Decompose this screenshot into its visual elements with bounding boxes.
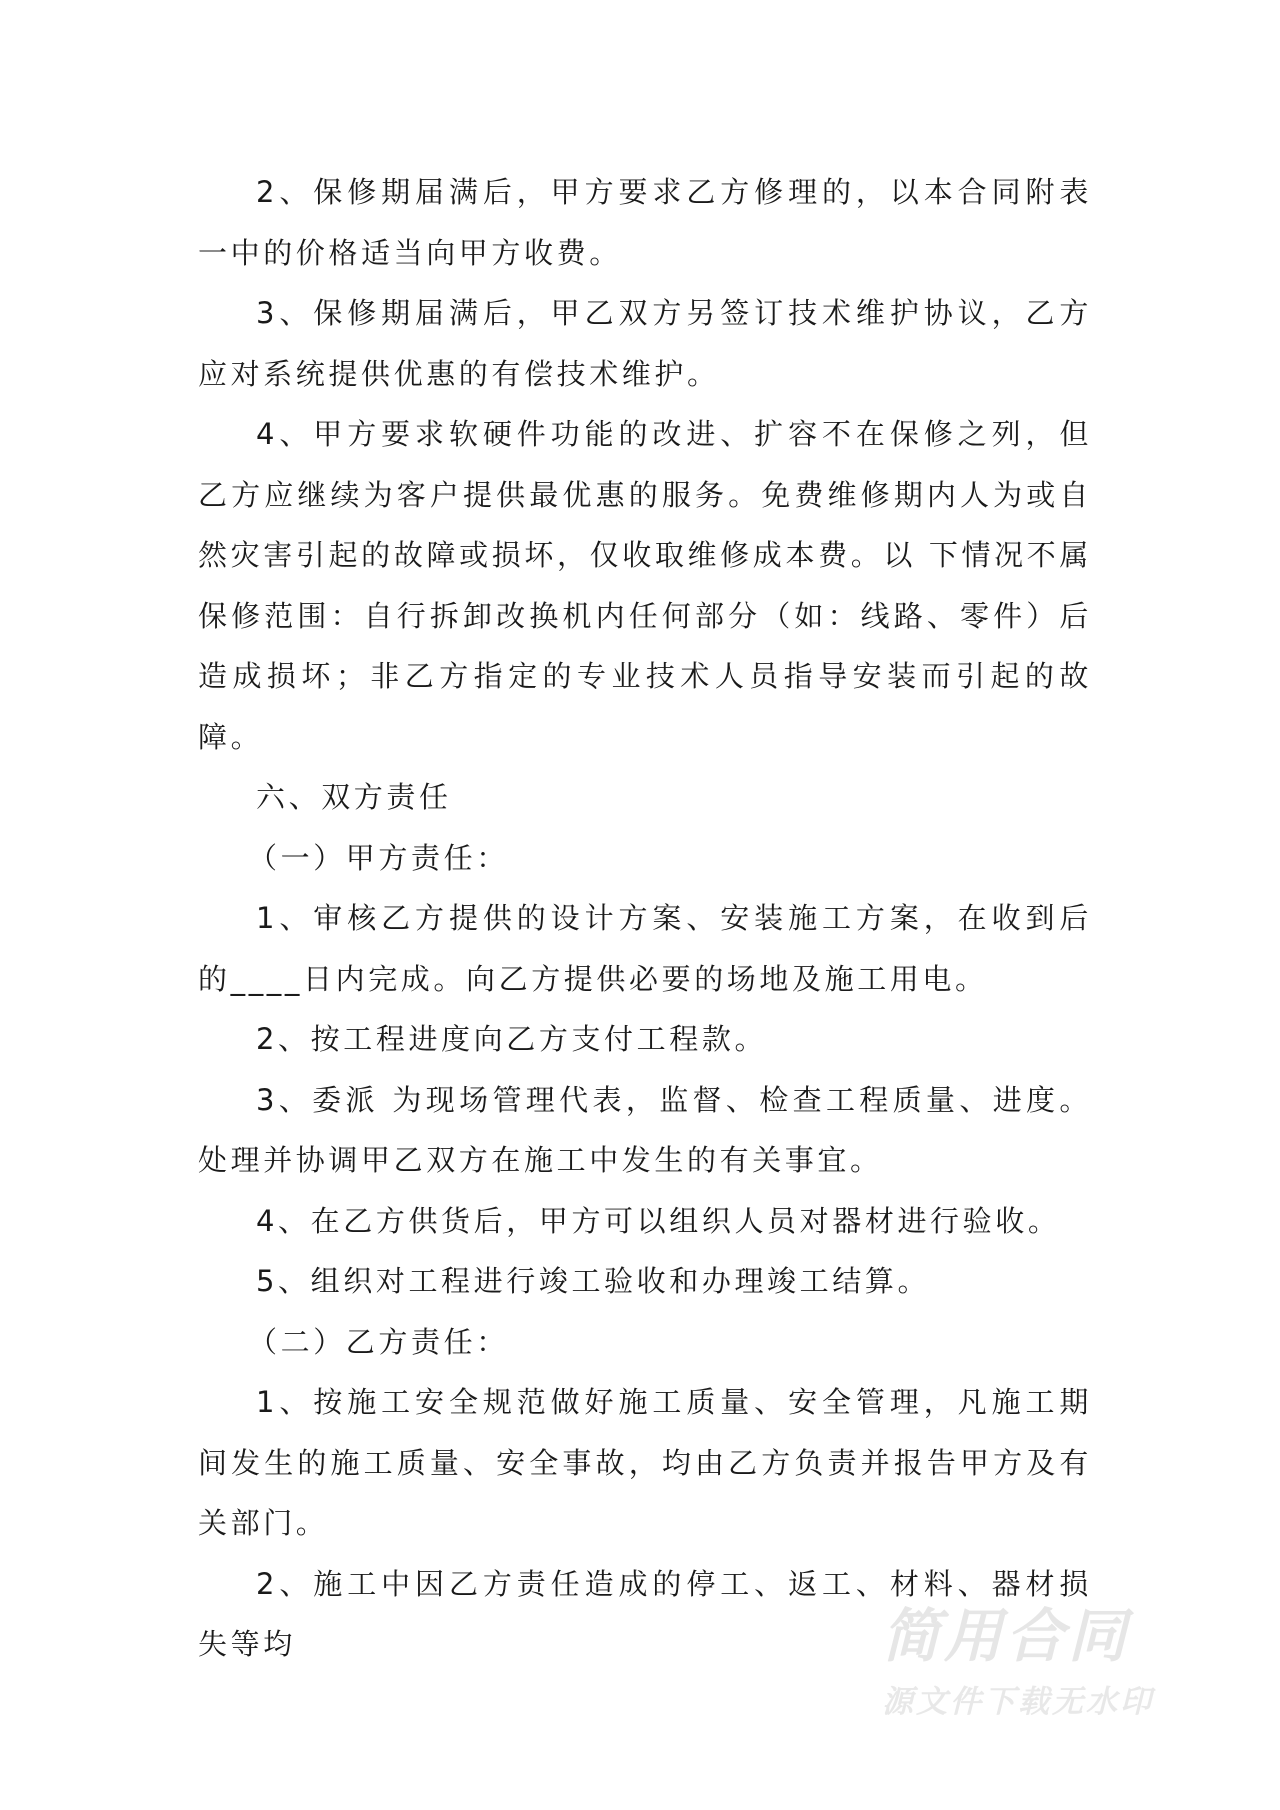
subheading-party-b: （二）乙方责任：	[248, 1324, 509, 1359]
paragraph-warranty-4: 4、甲方要求软硬件功能的改进、扩容不在保修之列，但乙方应继续为客户提供最优惠的服务。免费维修期内人为或自然灾害引起的故障或损坏，仅收取维修成本费。以 下情况不属保修范围：自行拆卸改换机内任何部分（如：线路、零件）后造成损坏；非乙方指定的专业技术人员指导安装而引起的故障。	[198, 417, 1092, 754]
paragraph-warranty-3: 3、保修期届满后，甲乙双方另签订技术维护协议，乙方应对系统提供优惠的有偿技术维护。	[198, 296, 1092, 391]
party-a-item-2: 2、按工程进度向乙方支付工程款。	[256, 1022, 768, 1056]
party-b-item-2: 2、施工中因乙方责任造成的停工、返工、材料、器材损失等均	[198, 1566, 1092, 1661]
section-heading-responsibilities: 六、双方责任	[256, 780, 452, 814]
party-a-item-1: 1、审核乙方提供的设计方案、安装施工方案，在收到后的____日内完成。向乙方提供必要的场地及施工用电。	[198, 901, 1092, 996]
subheading-party-a: （一）甲方责任：	[248, 840, 509, 875]
watermark-subtitle: 源文件下载无水印	[882, 1684, 1154, 1720]
paragraph-warranty-2: 2、保修期届满后，甲方要求乙方修理的，以本合同附表一中的价格适当向甲方收费。	[198, 175, 1092, 270]
party-a-item-4: 4、在乙方供货后，甲方可以组织人员对器材进行验收。	[256, 1203, 1061, 1238]
watermark-title: 简用合同	[882, 1602, 1131, 1670]
party-a-item-3: 3、委派 为现场管理代表，监督、检查工程质量、进度。处理并协调甲乙双方在施工中发生的有关事宜。	[198, 1082, 1092, 1177]
party-a-item-5: 5、组织对工程进行竣工验收和办理竣工结算。	[256, 1264, 931, 1298]
party-b-item-1: 1、按施工安全规范做好施工质量、安全管理，凡施工期间发生的施工质量、安全事故，均由乙方负责并报告甲方及有关部门。	[198, 1385, 1092, 1540]
document-page	[198, 162, 1092, 1675]
